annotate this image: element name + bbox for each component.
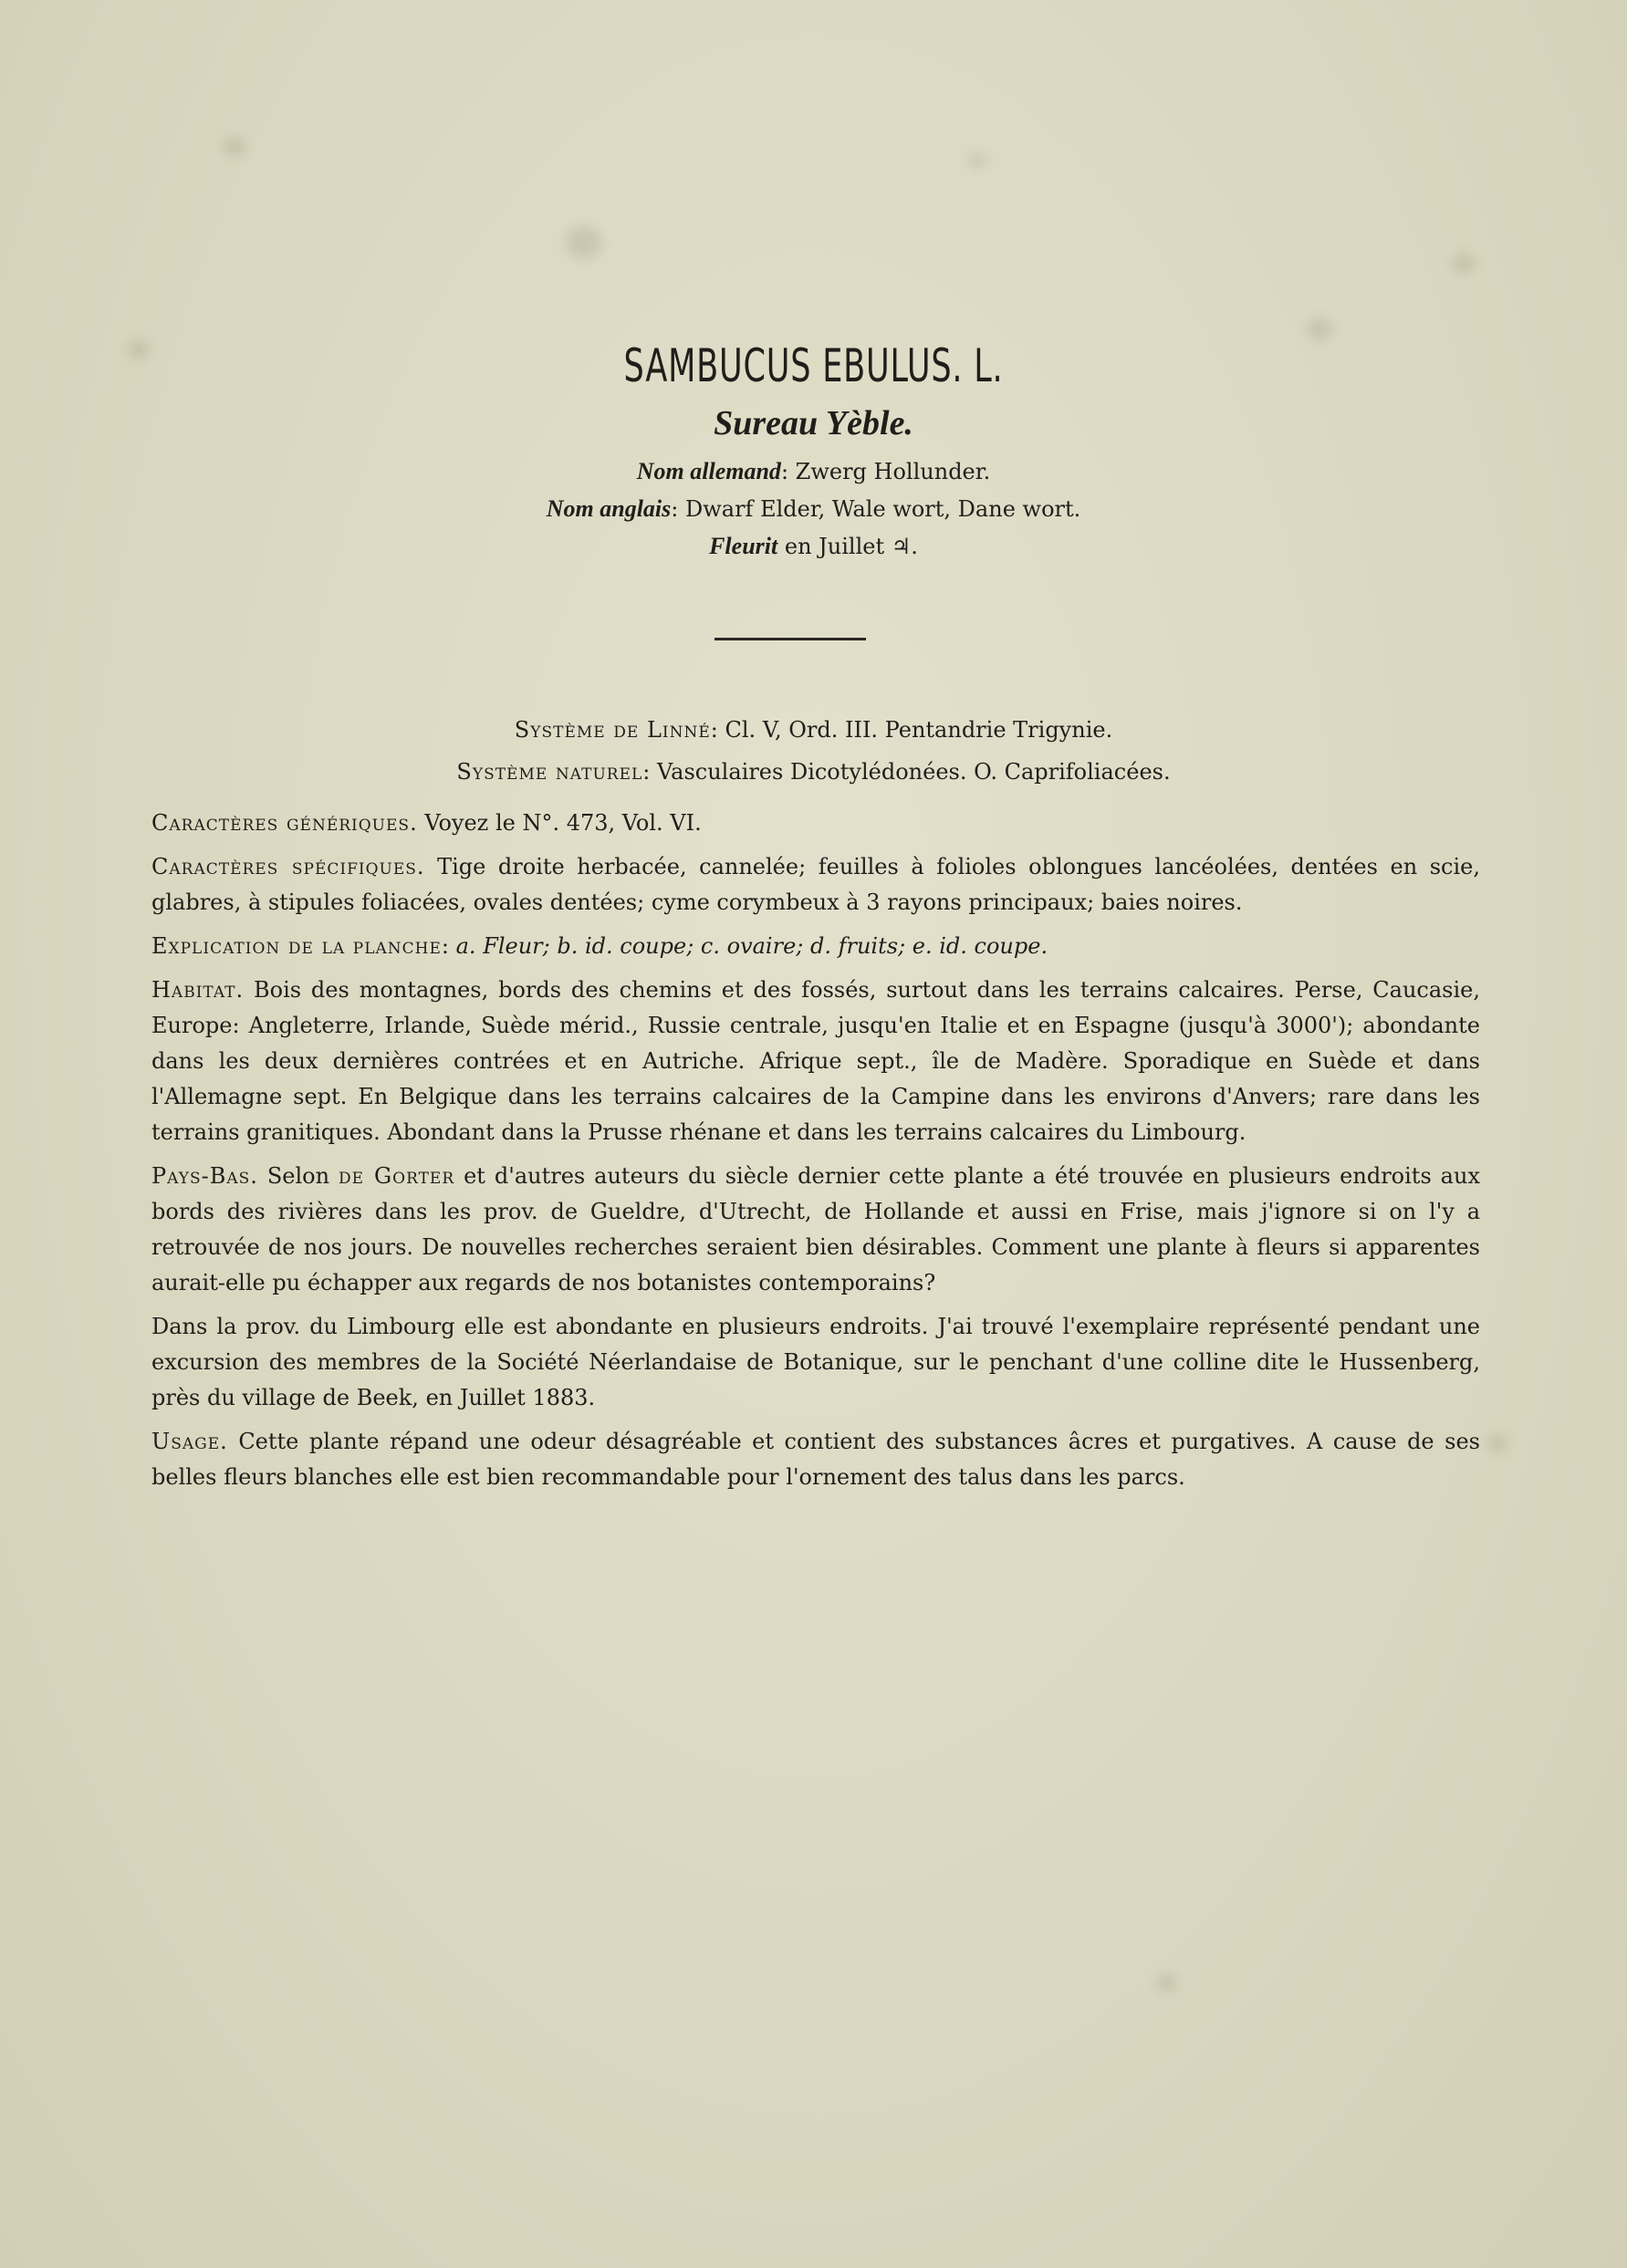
specific-characters-text: Tige droite herbacée, cannelée; feuilles à folioles oblongues lancéolées, dentées en scie, glabres, à stipules foliacées, ovales dentées; cyme corymbeux à 3 rayons principaux; baies noires. (151, 854, 1480, 915)
specific-characters-paragraph (151, 849, 1480, 921)
flowering-label: Fleurit (709, 533, 778, 559)
usage-label: Usage. (151, 1429, 228, 1454)
specific-characters-label: Caractères spécifiques. (151, 854, 425, 879)
paper-stain (1307, 317, 1332, 341)
divider (714, 638, 866, 640)
paper-stain (566, 226, 602, 259)
linne-system-label: Système de Linné (514, 717, 711, 743)
english-name-value: Dwarf Elder, Wale wort, Dane wort. (684, 496, 1081, 522)
linne-system-value: Cl. V, Ord. III. Pentandrie Trigynie. (725, 717, 1113, 743)
flowering-value: en Juillet ♃. (784, 534, 918, 559)
natural-system-label: Système naturel (456, 759, 643, 785)
usage-text: Cette plante répand une odeur désagréable et contient des substances âcres et purgatives. A cause de ses belles fleurs blanches elle est bien recommandable pour l'ornement des talus dans les parcs. (151, 1429, 1480, 1490)
paper-stain (128, 339, 150, 359)
natural-system-value: Vasculaires Dicotylédonées. O. Caprifoliacées. (657, 759, 1171, 785)
habitat-text: Bois des montagnes, bords des chemins et des fossés, surtout dans les terrains calcaires. Perse, Caucasie, Europe: Angleterre, Irlande, Suède mérid., Russie centrale, jusqu'en Italie et en Espagne (jusqu'à 3000'); abondante dans les deux dernières contrées et en Autriche. Afrique sept., île de Madère. Sporadique en Suède et dans l'Allemagne sept. En Belgique dans les terrains calcaires de la Campine dans les environs d'Anvers; rare dans les terrains granitiques. Abondant dans la Prusse rhénane et dans les terrains calcaires du Limbourg. (151, 977, 1480, 1145)
page-title: SAMBUCUS EBULUS. L. (623, 339, 1004, 392)
generic-characters-text: Voyez le N°. 473, Vol. VI. (424, 810, 702, 836)
netherlands-text-end: et d'autres auteurs du siècle dernier cette plante a été trouvée en plusieurs endroits aux bords des rivières dans les prov. de Gueldre, d'Utrecht, de Hollande et aussi en Frise, mais j'ignore si on l'y a retrouvée de nos jours. De nouvelles recherches seraient bien désirables. Comment une plante à fleurs si apparentes aurait-elle pu échapper aux regards de nos botanistes contemporains? (151, 1163, 1480, 1295)
linne-system-line: Système de Linné: Cl. V, Ord. III. Pentandrie Trigynie. (514, 717, 1113, 743)
german-name-label: Nom allemand (636, 458, 781, 484)
page-subtitle: Sureau Yèble. (714, 404, 913, 442)
habitat-label: Habitat. (151, 977, 245, 1003)
netherlands-paragraph (151, 1159, 1480, 1301)
plate-explanation-text: a. Fleur; b. id. coupe; c. ovaire; d. fruits; e. id. coupe. (455, 933, 1048, 959)
usage-paragraph (151, 1424, 1480, 1495)
netherlands-label: Pays-Bas. (151, 1163, 258, 1189)
limbourg-text: Dans la prov. du Limbourg elle est abondante en plusieurs endroits. J'ai trouvé l'exemplaire représenté pendant une excursion des membres de la Société Néerlandaise de Botanique, sur le penchant d'une colline dite le Hussenberg, près du village de Beek, en Juillet 1883. (151, 1314, 1480, 1410)
netherlands-author: de Gorter (339, 1163, 455, 1189)
paper-stain (1157, 1974, 1177, 1992)
plate-explanation-paragraph: Explication de la planche: a. Fleur; b. id. coupe; c. ovaire; d. fruits; e. id. coupe. (151, 933, 1048, 959)
generic-characters-paragraph (151, 806, 1480, 841)
german-name-line: Nom allemand: Zwerg Hollunder. (636, 458, 991, 484)
natural-system-line: Système naturel: Vasculaires Dicotylédonées. O. Caprifoliacées. (456, 759, 1171, 785)
description-body (151, 806, 1480, 1503)
limbourg-paragraph (151, 1309, 1480, 1416)
paper-stain (1487, 1434, 1507, 1452)
paper-stain (1453, 254, 1475, 274)
paper-stain (969, 153, 986, 168)
netherlands-text-start: Selon (266, 1163, 330, 1189)
english-name-label: Nom anglais (546, 495, 672, 522)
english-name-line: Nom anglais: Dwarf Elder, Wale wort, Dane wort. (546, 495, 1081, 522)
german-name-value: Zwerg Hollunder. (795, 459, 991, 484)
flowering-line (0, 533, 1627, 560)
paper-stain (223, 137, 246, 157)
plate-explanation-label: Explication de la planche (151, 933, 442, 959)
generic-characters-label: Caractères génériques. (151, 810, 418, 836)
habitat-paragraph (151, 973, 1480, 1150)
